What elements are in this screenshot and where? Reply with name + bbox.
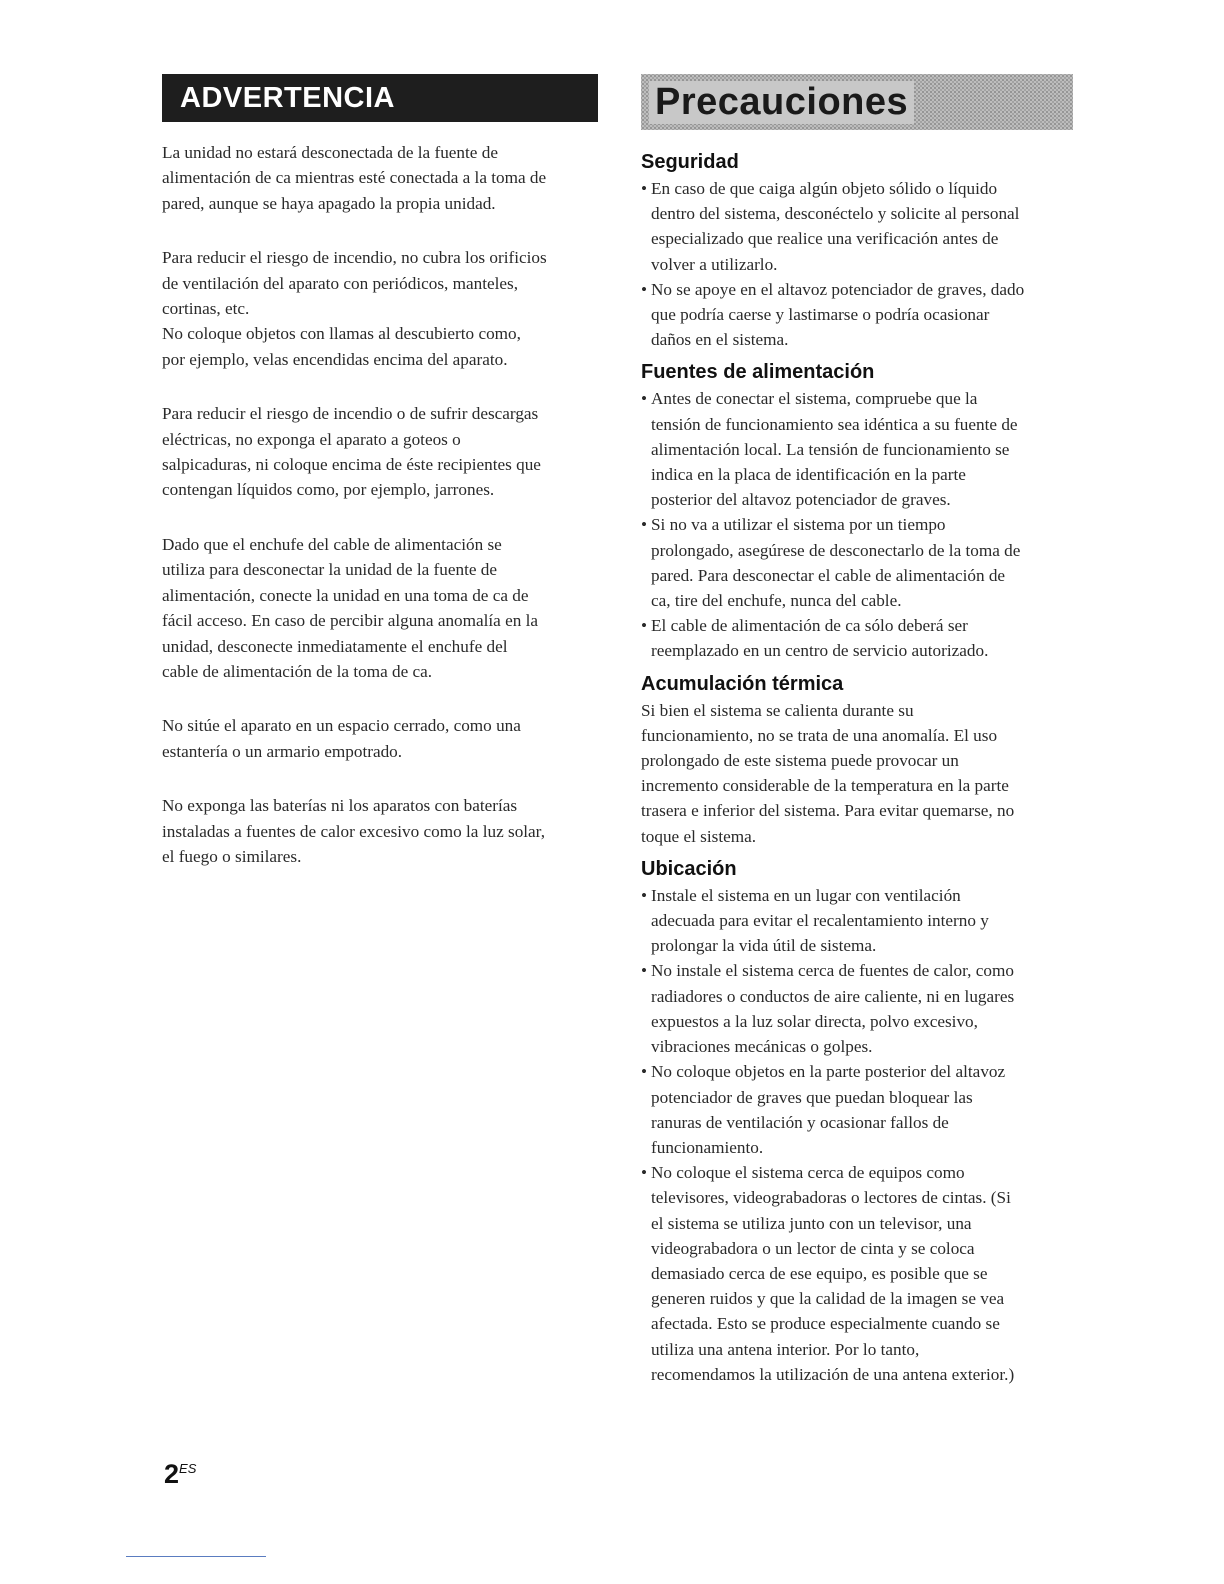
text-line: pared. Para desconectar el cable de alimentación de: [651, 565, 1006, 585]
text-line: ranuras de ventilación y ocasionar fallos de: [651, 1112, 949, 1132]
advertencia-banner: [162, 74, 598, 122]
text-line: potenciador de graves que puedan bloquear las: [651, 1087, 973, 1107]
advertencia-paragraph: [162, 401, 598, 503]
advertencia-paragraph: [162, 713, 598, 764]
page-number-value: 2: [164, 1459, 180, 1489]
text-line: pared, aunque se haya apagado la propia unidad.: [162, 193, 496, 213]
right-column: [641, 74, 1073, 1393]
text-line: No coloque objetos con llamas al descubierto como,: [162, 324, 521, 344]
text-line: de ventilación del aparato con periódicos, manteles,: [162, 273, 519, 293]
text-line: tensión de funcionamiento sea idéntica a su fuente de: [651, 414, 1018, 434]
text-line: Dado que el enchufe del cable de alimentación se: [162, 534, 502, 554]
text-line: ca, tire del enchufe, nunca del cable.: [651, 591, 902, 611]
text-line: • Instale el sistema en un lugar con ventilación: [651, 885, 961, 905]
advertencia-paragraph: [162, 140, 598, 216]
text-line: trasera e inferior del sistema. Para evitar quemarse, no: [641, 801, 1015, 821]
precauciones-body: [641, 148, 1073, 1387]
text-line: eléctricas, no exponga el aparato a goteos o: [162, 429, 461, 449]
bottom-rule: [126, 1556, 266, 1557]
left-column: [162, 74, 598, 898]
text-line: Para reducir el riesgo de incendio, no cubra los orificios: [162, 248, 547, 268]
text-line: alimentación, conecte la unidad en una toma de ca de: [162, 585, 529, 605]
text-line: • No coloque objetos en la parte posterior del altavoz: [651, 1062, 1006, 1082]
text-line: recomendamos la utilización de una antena exterior.): [651, 1364, 1015, 1384]
text-line: • No instale el sistema cerca de fuentes de calor, como: [651, 961, 1014, 981]
list-item: [641, 176, 1073, 277]
text-line: toque el sistema.: [641, 826, 757, 846]
text-line: prolongar la vida útil de sistema.: [651, 936, 877, 956]
section-heading-fuentes: Fuentes de alimentación: [641, 361, 875, 384]
text-line: • Si no va a utilizar el sistema por un tiempo: [651, 515, 946, 535]
text-line: incremento considerable de la temperatura en la parte: [641, 776, 1009, 796]
seguridad-list: [641, 176, 1073, 352]
text-line: instaladas a fuentes de calor excesivo como la luz solar,: [162, 821, 546, 841]
text-line: utiliza una antena interior. Por lo tanto,: [651, 1339, 920, 1359]
text-line: indica en la placa de identificación en la parte: [651, 465, 966, 485]
text-line: el fuego o similares.: [162, 846, 302, 866]
text-line: salpicaduras, ni coloque encima de éste recipientes que: [162, 455, 541, 475]
text-line: dentro del sistema, desconéctelo y solicite al personal: [651, 204, 1020, 224]
list-item: [641, 883, 1073, 959]
section-heading-seguridad: Seguridad: [641, 151, 739, 173]
text-line: volver a utilizarlo.: [651, 254, 778, 274]
list-item: [641, 512, 1073, 613]
list-item: [641, 277, 1073, 353]
language-code: ES: [179, 1461, 197, 1476]
text-line: Si bien el sistema se calienta durante su: [641, 700, 914, 720]
list-item: [641, 958, 1073, 1059]
advertencia-paragraph: [162, 793, 598, 869]
text-line: prolongado, asegúrese de desconectarlo de la toma de: [651, 540, 1021, 560]
ubicacion-list: [641, 883, 1073, 1387]
text-line: vibraciones mecánicas o golpes.: [651, 1037, 873, 1057]
text-line: prolongado de este sistema puede provocar un: [641, 751, 959, 771]
text-line: radiadores o conductos de aire caliente, ni en lugares: [651, 986, 1015, 1006]
advertencia-title: ADVERTENCIA: [180, 81, 395, 114]
precauciones-banner: [641, 74, 1073, 130]
text-line: No exponga las baterías ni los aparatos con baterías: [162, 796, 518, 816]
text-line: No sitúe el aparato en un espacio cerrado, como una: [162, 716, 521, 736]
text-line: funcionamiento, no se trata de una anomalía. El uso: [641, 725, 998, 745]
text-line: • Antes de conectar el sistema, compruebe que la: [651, 389, 978, 409]
text-line: • En caso de que caiga algún objeto sólido o líquido: [651, 179, 998, 198]
text-line: • No coloque el sistema cerca de equipos como: [651, 1163, 965, 1183]
text-line: contengan líquidos como, por ejemplo, jarrones.: [162, 480, 495, 500]
text-line: reemplazado en un centro de servicio autorizado.: [651, 641, 989, 661]
text-line: videograbadora o un lector de cinta y se coloca: [651, 1238, 975, 1258]
acumulacion-paragraph: [641, 698, 1073, 849]
text-line: el sistema se utiliza junto con un televisor, una: [651, 1213, 972, 1233]
list-item: [641, 613, 1073, 663]
text-line: especializado que realice una verificación antes de: [651, 229, 999, 249]
list-item: [641, 1059, 1073, 1160]
text-line: televisores, videograbadoras o lectores de cintas. (Si: [651, 1188, 1011, 1208]
text-line: unidad, desconecte inmediatamente el enchufe del: [162, 636, 508, 656]
fuentes-list: [641, 386, 1073, 663]
text-line: Para reducir el riesgo de incendio o de sufrir descargas: [162, 404, 539, 424]
text-line: • El cable de alimentación de ca sólo deberá ser: [651, 616, 968, 636]
text-line: expuestos a la luz solar directa, polvo excesivo,: [651, 1011, 978, 1031]
list-item: [641, 1160, 1073, 1387]
text-line: que podría caerse y lastimarse o podría ocasionar: [651, 305, 990, 325]
text-line: alimentación local. La tensión de funcionamiento se: [651, 439, 1010, 459]
text-line: adecuada para evitar el recalentamiento interno y: [651, 911, 989, 931]
text-line: afectada. Esto se produce especialmente cuando se: [651, 1314, 1000, 1334]
text-line: fácil acceso. En caso de percibir alguna anomalía en la: [162, 611, 539, 631]
text-line: cortinas, etc.: [162, 299, 250, 319]
page-number: [164, 1459, 196, 1490]
text-line: generen ruidos y que la calidad de la imagen se vea: [651, 1289, 1005, 1309]
advertencia-text: [162, 140, 598, 869]
text-line: funcionamiento.: [651, 1137, 764, 1157]
section-heading-acumulacion: Acumulación térmica: [641, 672, 844, 695]
text-line: • No se apoye en el altavoz potenciador de graves, dado: [651, 279, 1025, 299]
precauciones-title: Precauciones: [649, 81, 914, 124]
list-item: [641, 386, 1073, 512]
section-heading-ubicacion: Ubicación: [641, 857, 737, 880]
text-line: daños en el sistema.: [651, 330, 789, 350]
text-line: utiliza para desconectar la unidad de la fuente de: [162, 560, 497, 580]
advertencia-paragraph: [162, 245, 598, 372]
text-line: demasiado cerca de ese equipo, es posible que se: [651, 1263, 988, 1283]
text-line: por ejemplo, velas encendidas encima del aparato.: [162, 349, 508, 369]
text-line: posterior del altavoz potenciador de graves.: [651, 490, 951, 510]
text-line: alimentación de ca mientras esté conectada a la toma de: [162, 168, 547, 188]
text-line: estantería o un armario empotrado.: [162, 741, 403, 761]
advertencia-paragraph: [162, 532, 598, 684]
text-line: cable de alimentación de la toma de ca.: [162, 661, 433, 681]
text-line: La unidad no estará desconectada de la fuente de: [162, 143, 498, 162]
